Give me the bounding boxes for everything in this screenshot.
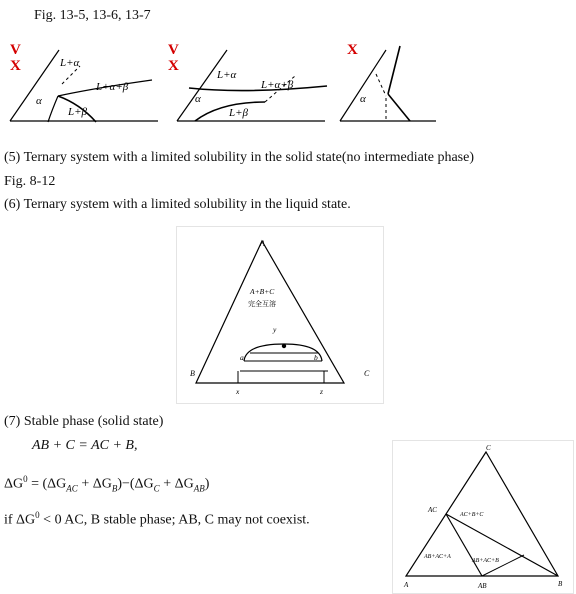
dg-sub-b: B bbox=[111, 483, 118, 494]
phase-diagram-2 bbox=[165, 38, 340, 128]
stable-vertex-a: A bbox=[404, 581, 409, 589]
dg-plus-2: + ΔG bbox=[159, 476, 194, 492]
x-marker-3: X bbox=[347, 42, 358, 58]
label-l-alpha-beta: L+α+β bbox=[96, 81, 129, 93]
dg-mid: = (ΔG bbox=[27, 476, 67, 492]
label-l-beta: L+β bbox=[68, 106, 88, 118]
dg-sup: 0 bbox=[23, 474, 28, 484]
stable-phase-diagram bbox=[392, 440, 572, 592]
x-marker-1: X bbox=[10, 58, 21, 74]
v-marker-1: V bbox=[10, 42, 21, 58]
x-label: x bbox=[236, 387, 240, 396]
condition-text bbox=[4, 510, 310, 529]
reaction-lhs: AB + C bbox=[32, 438, 75, 453]
b-label: b bbox=[314, 353, 318, 362]
condition-prefix: if ΔG bbox=[4, 512, 36, 528]
region-top-label: AC+B+C bbox=[460, 512, 484, 518]
condition-rest: < 0 AC, B stable phase; AB, C may not coexist. bbox=[39, 512, 310, 528]
region-label: A+B+C bbox=[250, 287, 275, 296]
stable-vertex-b: B bbox=[558, 580, 563, 588]
z-label: z bbox=[320, 387, 323, 396]
phase-diagram-3 bbox=[330, 38, 440, 128]
stable-vertex-c: C bbox=[486, 444, 491, 452]
condition-sup: 0 bbox=[35, 510, 40, 520]
figure-caption-2: Fig. 8-12 bbox=[4, 174, 56, 189]
item-6-text: (6) Ternary system with a limited solubility in the liquid state. bbox=[4, 197, 351, 212]
ac-label: AC bbox=[428, 506, 437, 514]
label-alpha-3: α bbox=[360, 93, 366, 105]
item-7-text: (7) Stable phase (solid state) bbox=[4, 414, 164, 429]
y-label: y bbox=[273, 325, 277, 334]
x-marker-2: X bbox=[168, 58, 179, 74]
reaction-rhs: AC + B, bbox=[91, 438, 138, 453]
dg-sub-ac: AC bbox=[66, 483, 78, 494]
vertex-b-label: B bbox=[190, 369, 195, 378]
figure-8-12-diagram bbox=[176, 226, 382, 402]
reaction-equals: = bbox=[78, 438, 88, 453]
vertex-a-label: A bbox=[260, 239, 265, 248]
dg-close-open: )−(ΔG bbox=[117, 476, 154, 492]
phase-diagram-1 bbox=[0, 38, 170, 128]
dg-close: ) bbox=[204, 476, 210, 492]
delta-g-equation bbox=[4, 474, 209, 493]
region-note: 完全互溶 bbox=[248, 300, 276, 308]
label-alpha: α bbox=[36, 95, 42, 107]
a-label: a bbox=[240, 353, 244, 362]
dg-lhs: ΔG bbox=[4, 476, 24, 492]
vertex-c-label: C bbox=[364, 369, 370, 378]
label-l-alpha: L+α bbox=[60, 57, 80, 69]
region-right-label: AB+AC+B bbox=[472, 558, 499, 564]
figure-caption: Fig. 13-5, 13-6, 13-7 bbox=[34, 8, 151, 23]
dg-plus: + ΔG bbox=[77, 476, 112, 492]
dg-sub-ab: AB bbox=[193, 483, 205, 494]
v-marker-2: V bbox=[168, 42, 179, 58]
label-l-alpha-beta-2: L+α+β bbox=[261, 79, 294, 91]
region-left-label: AB+AC+A bbox=[424, 554, 451, 560]
label-l-alpha-2: L+α bbox=[217, 69, 237, 81]
item-5-text: (5) Ternary system with a limited solubility in the solid state(no intermediate phase) bbox=[4, 150, 474, 165]
label-l-beta-2: L+β bbox=[229, 107, 249, 119]
ab-label: AB bbox=[478, 582, 487, 590]
label-alpha-2: α bbox=[195, 93, 201, 105]
dg-sub-c: C bbox=[153, 483, 160, 494]
reaction-equation bbox=[32, 438, 137, 454]
